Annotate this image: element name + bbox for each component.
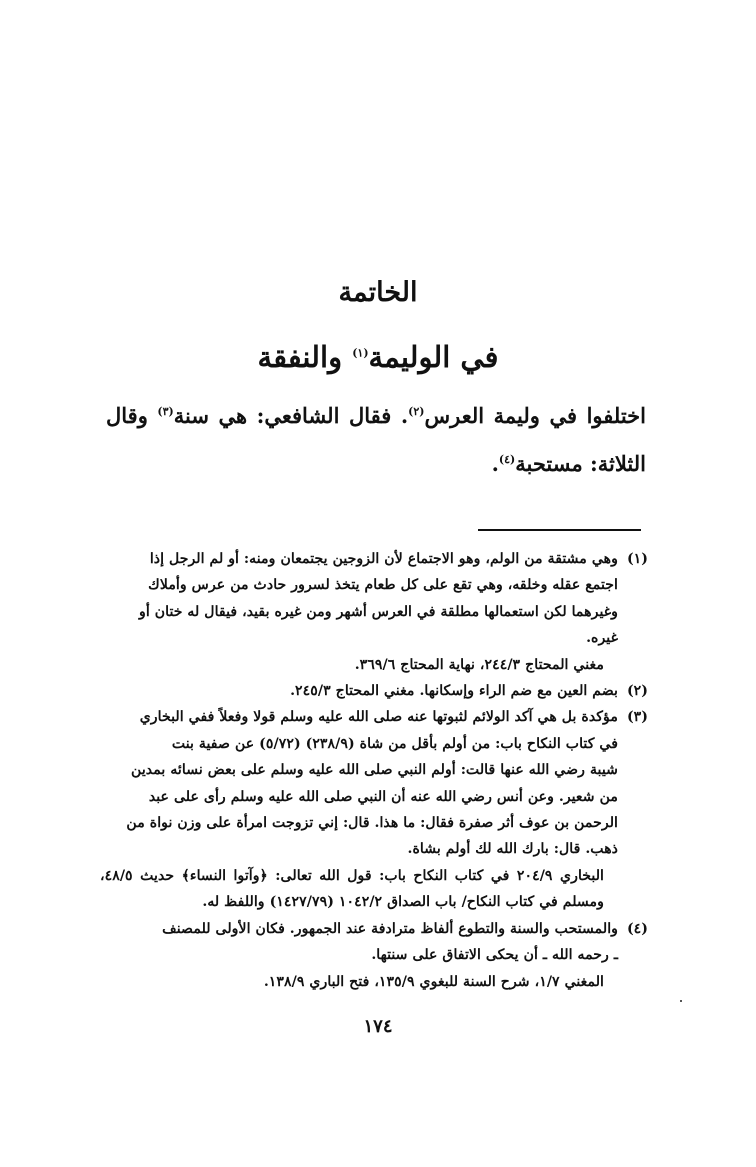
- footnote-line: شيبة رضي الله عنها قالت: أولم النبي صلى الله عليه وسلم على بعض نسائه بمدين: [131, 762, 618, 779]
- footnote-line: اجتمع عقله وخلقه، وهي تقع على كل طعام يتخذ لسرور حادث من عرس وأملاك: [148, 577, 618, 594]
- footnote-line: والمستحب والسنة والتطوع ألفاظ مترادفة عند الجمهور. فكان الأولى للمصنف: [162, 920, 618, 937]
- footnote-source: مغني المحتاج ٢٤٤/٣، نهاية المحتاج ٣٦٩/٦.: [354, 656, 604, 673]
- footnote-body: [100, 678, 618, 704]
- footnote-line: مؤكدة بل هي آكد الولائم لثبوتها عنه صلى الله عليه وسلم قولا وفعلاً ففي البخاري: [139, 709, 618, 726]
- body-text-segment: . فقال الشافعي: هي سنة: [173, 403, 409, 428]
- section-title-text: في الوليمة: [368, 340, 499, 374]
- footnote-line: غيره.: [586, 630, 618, 647]
- footnote-ref-3[interactable]: (٣): [157, 405, 174, 418]
- footnotes-section: [100, 546, 648, 995]
- footnote-number: (٣): [626, 709, 648, 726]
- footnote-line: ـ رحمه الله ـ أن يحكى الاتفاق على سنتها.: [371, 947, 618, 964]
- footnote-line: وهي مشتقة من الولم، وهو الاجتماع لأن الزوجين يجتمعان ومنه: أو لم الرجل إذا: [149, 551, 618, 567]
- footnote-body: [100, 546, 618, 678]
- footnote-source: المغني ١/٧، شرح السنة للبغوي ١٣٥/٩، فتح الباري ١٣٨/٩.: [263, 973, 604, 990]
- body-text-segment: اختلفوا في وليمة العرس: [424, 403, 646, 428]
- footnote-ref-4[interactable]: (٤): [498, 453, 516, 466]
- footnote-3: [100, 704, 648, 915]
- footnote-line: الرحمن بن عوف أثر صفرة فقال: ما هذا. قال: إني تزوجت امرأة على وزن نواة من: [126, 815, 618, 832]
- body-paragraph: [106, 392, 646, 488]
- body-text-segment: وقال الثلاثة: مستحبة: [106, 403, 646, 476]
- footnote-number: (٤): [626, 920, 648, 937]
- footnote-1: [100, 546, 648, 678]
- footnote-line: في كتاب النكاح باب: من أولم بأقل من شاة (٢٣٨/٩) (٥/٧٢) عن صفية بنت: [171, 735, 618, 752]
- footnote-source: البخاري ٢٠٤/٩ في كتاب النكاح باب: قول الله تعالى: ﴿وآتوا النساء﴾ حديث ٤٨/٥، ومسلم في كتاب النكاح/ باب الصداق ١٠٤٢/٢ (١٤٢٧/٧٩) واللفظ له.: [100, 867, 604, 911]
- footnote-line: وغيرهما لكن استعمالها مطلقة في العرس أشهر ومن غيره بقيد، فيقال له ختان أو: [138, 603, 618, 620]
- footnote-2: [100, 678, 648, 704]
- footnote-line: بضم العين مع ضم الراء وإسكانها. مغني المحتاج ٢٤٥/٣.: [290, 683, 618, 700]
- footnote-number: (٢): [626, 683, 648, 700]
- section-title-rest: والنفقة: [257, 340, 353, 374]
- footnote-line: ذهب. قال: بارك الله لك أولم بشاة.: [407, 841, 618, 858]
- section-title: [0, 340, 756, 374]
- footnote-line: من شعير. وعن أنس رضي الله عنه أن النبي صلى الله عليه وسلم رأى على عبد: [148, 788, 618, 805]
- footnote-number: (١): [626, 551, 648, 567]
- footnote-ref-2[interactable]: (٢): [408, 405, 425, 418]
- page-number: ١٧٤: [363, 1016, 393, 1037]
- scan-speck: [680, 1000, 682, 1002]
- footnote-body: [100, 704, 618, 915]
- body-text-segment: .: [491, 451, 499, 476]
- footnote-ref-1[interactable]: (١): [352, 346, 369, 360]
- footnote-4: [100, 916, 648, 995]
- footnote-body: [100, 916, 618, 995]
- footnote-separator: [478, 529, 641, 531]
- chapter-title: الخاتمة: [338, 277, 418, 308]
